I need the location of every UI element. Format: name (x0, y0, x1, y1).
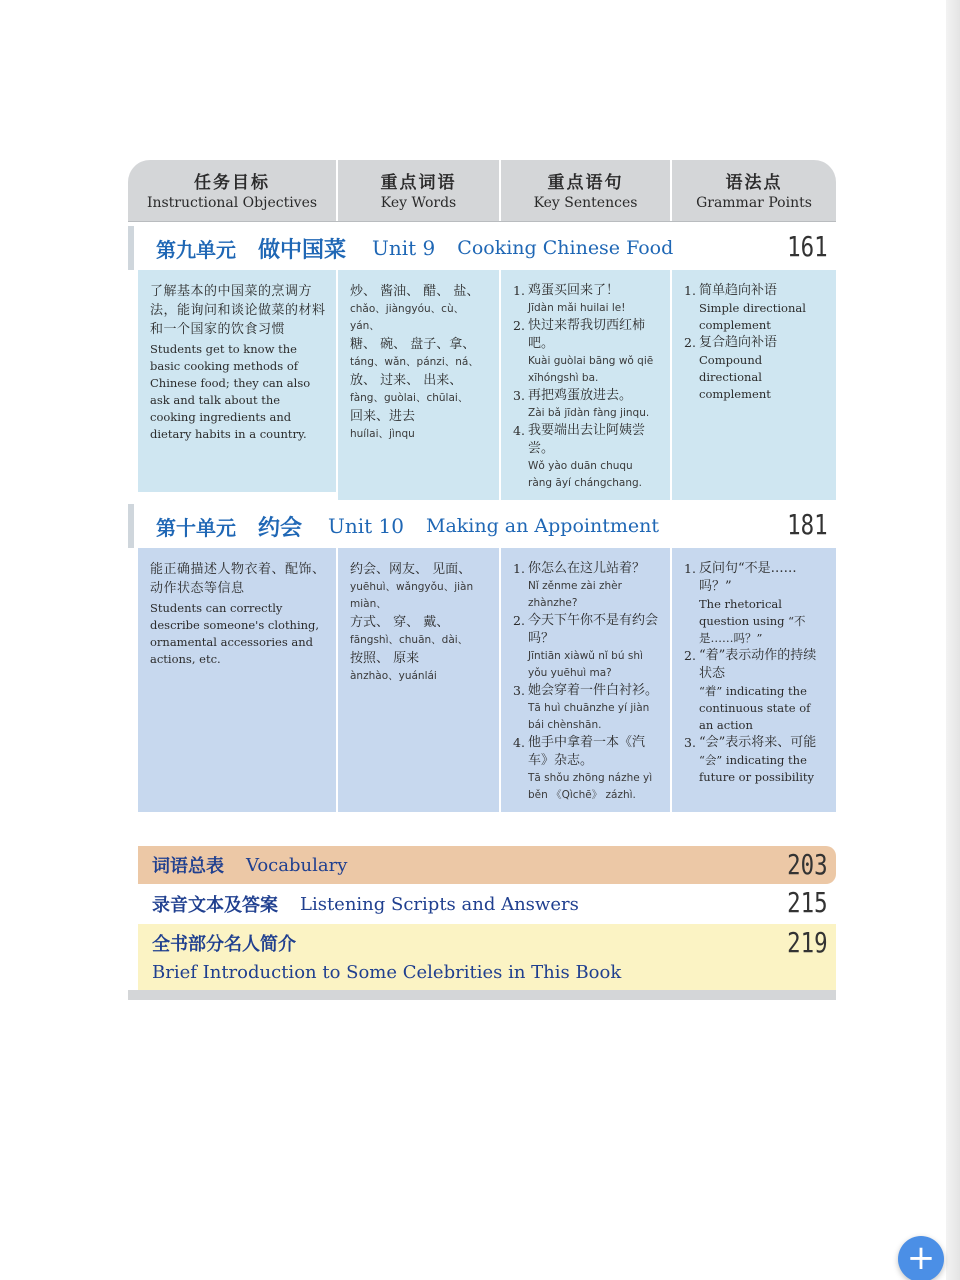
word-zh: 放、 过来、 出来、 (350, 373, 463, 388)
header-zh: 重点词语 (380, 173, 457, 193)
sentence-pinyin: Nǐ zěnme zài zhèr zhànzhe? (528, 580, 622, 609)
listening-scripts-row[interactable] (138, 884, 836, 924)
grammar-item (684, 734, 826, 786)
sentence-zh: 鸡蛋买回来了！ (528, 283, 620, 298)
word-zh: 糖、 碗、 盘子、拿、 (350, 337, 476, 352)
header-en: Grammar Points (696, 195, 812, 211)
sentence-pinyin: Kuài guòlai bāng wǒ qiē xīhóngshì ba. (528, 355, 654, 384)
grammar-item (684, 282, 826, 334)
word-zh: 约会、网友、 见面、 (350, 562, 472, 577)
section-title-zh: 录音文本及答案 (152, 895, 278, 916)
sentence-item (513, 317, 660, 387)
item-number: 2. (513, 613, 525, 628)
grammar-en: “会” indicating the future or possibility (699, 753, 815, 784)
unit-title-en: Making an Appointment (426, 515, 659, 537)
page-edge (946, 0, 960, 1280)
section-title-en: Brief Introduction to Some Celebrities in This Book (152, 962, 622, 983)
unit-title-zh: 约会 (258, 514, 303, 541)
header-en: Instructional Objectives (146, 195, 318, 211)
sentence-zh: 你怎么在这儿站着？ (528, 561, 646, 576)
word-pinyin: fàng、guòlai、chūlai、 (350, 392, 469, 404)
word-row (350, 649, 489, 685)
item-number: 3. (684, 735, 696, 750)
grammar-cell (670, 548, 836, 812)
header-zh: 重点语句 (547, 173, 624, 193)
objectives-cell (138, 270, 336, 492)
key-sentences-cell (499, 270, 670, 500)
unit-label-en: Unit 9 (372, 236, 436, 260)
sentence-item (513, 612, 660, 682)
section-title-en: Vocabulary (246, 854, 348, 876)
word-pinyin: fāngshì、chuān、dài、 (350, 634, 469, 646)
item-number: 4. (513, 423, 525, 438)
unit-10-title-row[interactable] (128, 504, 836, 548)
section-page-number: 203 (787, 848, 828, 881)
grammar-en: Compound directional complement (699, 353, 771, 401)
grammar-zh: “着”表示动作的持续状态 (699, 648, 817, 681)
word-row (350, 282, 489, 335)
sentence-zh: 今天下午你不是有约会吗？ (528, 613, 659, 646)
grammar-zh: “会”表示将来、可能 (699, 735, 817, 750)
word-row (350, 407, 489, 443)
word-pinyin: chǎo、jiàngyóu、cù、yán、 (350, 303, 465, 332)
section-page-number: 215 (787, 886, 828, 919)
item-number: 1. (513, 283, 525, 298)
sentence-item (513, 682, 660, 734)
objective-en: Students get to know the basic cooking methods of Chinese food; they can also ask and talk about the cooking ingredients and dietary habits in a country. (150, 342, 311, 441)
section-title-zh: 词语总表 (152, 856, 224, 877)
header-en: Key Sentences (533, 195, 638, 211)
grammar-item (684, 560, 826, 647)
word-row (350, 613, 489, 649)
unit-title-zh: 做中国菜 (258, 236, 347, 263)
unit-page-number: 181 (787, 508, 828, 541)
word-pinyin: huílai、jìnqu (350, 428, 415, 440)
key-sentences-cell (499, 548, 670, 812)
unit-9-body (138, 270, 836, 500)
word-pinyin: ànzhào、yuánlái (350, 670, 437, 682)
grammar-cell (670, 270, 836, 500)
key-words-cell (336, 548, 499, 812)
word-pinyin: táng、wǎn、pánzi、ná、 (350, 356, 479, 368)
unit-label-en: Unit 10 (328, 514, 404, 538)
grammar-zh: 复合趋向补语 (699, 335, 778, 350)
grammar-en: “着” indicating the continuous state of an action (699, 684, 811, 732)
sentence-pinyin: Jīntiān xiàwǔ nǐ bú shì yǒu yuēhuì ma? (528, 650, 643, 679)
sentence-item (513, 282, 660, 317)
grammar-en: Simple directional complement (699, 301, 806, 332)
unit-10-body (138, 548, 836, 812)
word-row (350, 560, 489, 613)
bottom-bar (128, 990, 836, 1000)
objective-zh: 能正确描述人物衣着、配饰、动作状态等信息 (150, 562, 326, 596)
unit-page-number: 161 (787, 230, 828, 263)
header-en: Key Words (380, 195, 457, 211)
sentence-pinyin: Jīdàn mǎi huilai le! (528, 302, 626, 314)
header-objectives (128, 160, 336, 221)
header-zh: 任务目标 (194, 173, 270, 193)
item-number: 4. (513, 735, 525, 750)
unit-label-zh: 第九单元 (156, 237, 236, 262)
objective-zh: 了解基本的中国菜的烹调方法，能询问和谈论做菜的材料和一个国家的饮食习惯 (150, 284, 326, 337)
unit-title-en: Cooking Chinese Food (457, 237, 674, 259)
add-button[interactable]: + (898, 1236, 944, 1280)
item-number: 2. (684, 648, 696, 663)
toc-header (128, 160, 836, 222)
section-page-number: 219 (787, 926, 828, 959)
section-title-zh: 全书部分名人简介 (152, 934, 296, 955)
grammar-item (684, 334, 826, 403)
sentence-item (513, 734, 660, 804)
sentence-pinyin: Tā huì chuānzhe yí jiàn bái chènshān. (528, 702, 650, 731)
item-number: 1. (513, 561, 525, 576)
word-row (350, 371, 489, 407)
key-words-cell (336, 270, 499, 500)
grammar-zh: 简单趋向补语 (699, 283, 778, 298)
grammar-en: The rhetorical question using “不是……吗？” (699, 597, 806, 645)
item-number: 3. (513, 388, 525, 403)
header-key-sentences (499, 160, 670, 221)
word-zh: 回来、进去 (350, 409, 416, 424)
grammar-item (684, 647, 826, 734)
word-zh: 方式、 穿、 戴、 (350, 615, 450, 630)
sentence-zh: 我要端出去让阿姨尝尝。 (528, 423, 646, 456)
unit-9-title-row[interactable] (128, 226, 836, 270)
item-number: 2. (684, 335, 696, 350)
header-key-words (336, 160, 499, 221)
sentence-zh: 再把鸡蛋放进去。 (528, 388, 633, 403)
sentence-pinyin: Zài bǎ jīdàn fàng jinqu. (528, 407, 650, 419)
objective-en: Students can correctly describe someone's clothing, ornamental accessories and actions, etc. (150, 601, 320, 666)
objectives-cell (138, 548, 336, 812)
celebrities-row[interactable] (138, 924, 836, 990)
sentence-item (513, 560, 660, 612)
word-zh: 炒、 酱油、 醋、 盐、 (350, 284, 480, 299)
header-grammar-points (670, 160, 836, 221)
header-zh: 语法点 (725, 173, 783, 193)
word-row (350, 335, 489, 371)
sentence-pinyin: Wǒ yào duān chuqu ràng āyí chángchang. (528, 460, 643, 489)
sentence-pinyin: Tā shǒu zhōng názhe yì běn 《Qìchē》 zázhì. (528, 772, 653, 801)
sentence-item (513, 422, 660, 492)
vocabulary-row[interactable] (138, 846, 836, 884)
word-zh: 按照、 原来 (350, 651, 420, 666)
spacer (128, 812, 836, 846)
sentence-zh: 快过来帮我切西红柿吧。 (528, 318, 646, 351)
table-of-contents (128, 160, 836, 1000)
item-number: 2. (513, 318, 525, 333)
grammar-zh: 反问句“不是……吗？” (699, 561, 797, 594)
sentence-zh: 她会穿着一件白衬衫。 (528, 683, 659, 698)
sentence-item (513, 387, 660, 422)
item-number: 3. (513, 683, 525, 698)
item-number: 1. (684, 283, 696, 298)
word-pinyin: yuēhuì、wǎngyǒu、jiàn miàn、 (350, 581, 474, 610)
unit-label-zh: 第十单元 (156, 515, 236, 540)
item-number: 1. (684, 561, 696, 576)
section-title-en: Listening Scripts and Answers (300, 893, 579, 915)
sentence-zh: 他手中拿着一本《汽车》杂志。 (528, 735, 646, 768)
